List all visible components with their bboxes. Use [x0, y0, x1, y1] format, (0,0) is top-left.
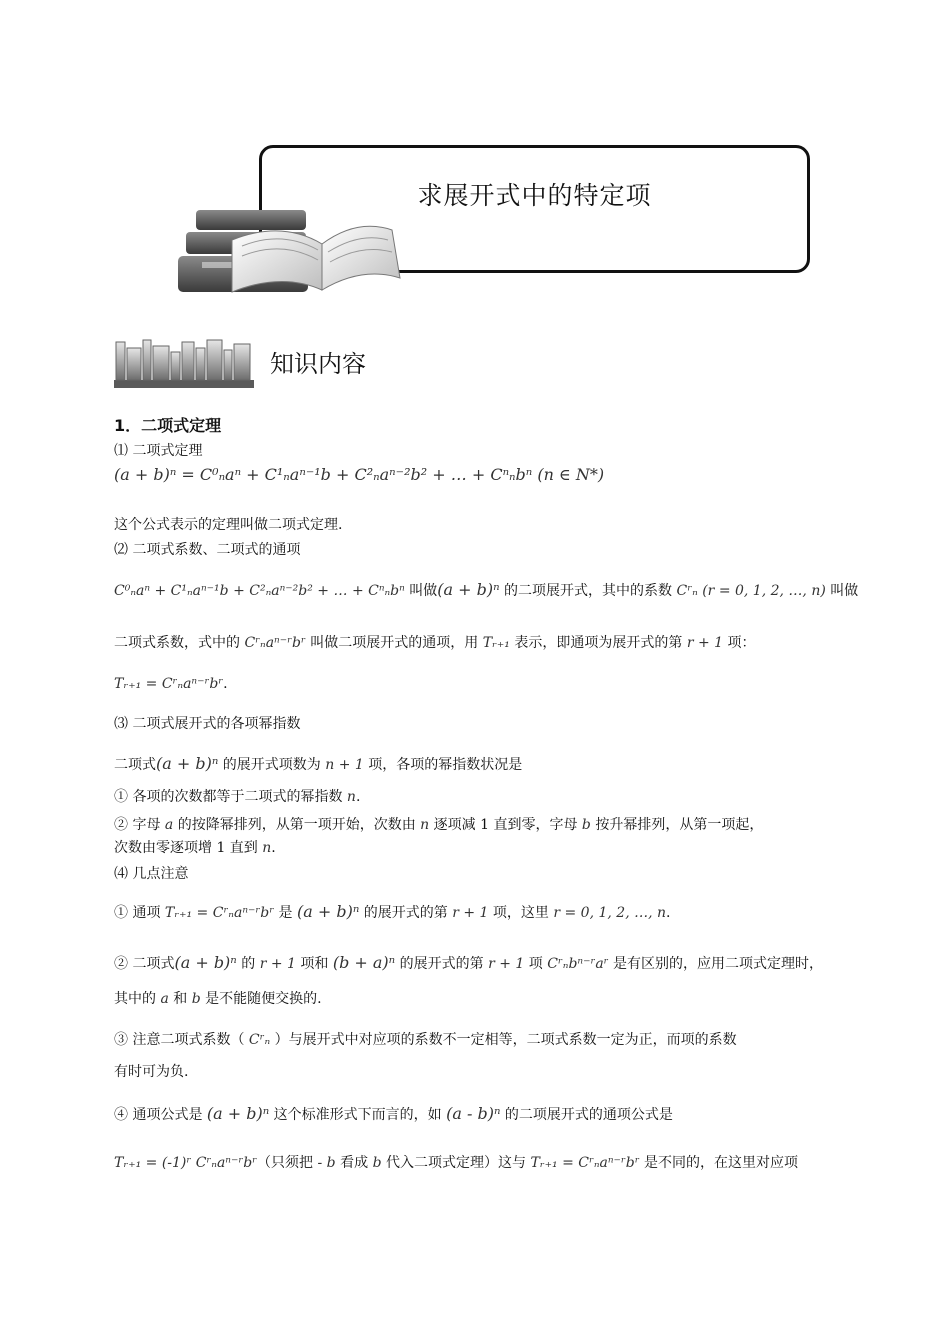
text: 叫做: [825, 583, 859, 599]
text: ② 二项式: [114, 956, 175, 972]
text: 看成: [335, 1155, 373, 1171]
text: 项：: [723, 635, 756, 651]
text: 是: [274, 905, 297, 921]
formula-coefficient: Cʳₙ (r = 0, 1, 2, …, n): [676, 583, 826, 599]
text: .: [355, 789, 361, 805]
formula-a-plus-b: (a + b)ⁿ: [174, 953, 237, 972]
paragraph-4e: 有时可为负.: [114, 1064, 189, 1080]
text: 和: [168, 991, 192, 1007]
formula-n-plus-1: n + 1: [325, 757, 364, 773]
heading-binomial-theorem: 1．二项式定理: [114, 416, 222, 435]
formula-expansion: C⁰ₙaⁿ + C¹ₙaⁿ⁻¹b + C²ₙaⁿ⁻²b² + … + Cⁿₙbⁿ: [114, 583, 405, 599]
text: 这个标准形式下而言的，如: [269, 1107, 447, 1123]
text: （只须把: [257, 1155, 318, 1171]
books-illustration: [172, 200, 407, 300]
paragraph-4d: [114, 1029, 737, 1049]
formula-term: Tᵣ₊₁ = Cʳₙaⁿ⁻ʳbʳ: [114, 676, 224, 692]
text: 的展开式项数为: [218, 757, 326, 773]
text: 是不能随便交换的.: [200, 991, 322, 1007]
text: 其中的: [114, 991, 161, 1007]
formula-a-plus-b: (a + b)ⁿ: [206, 1104, 270, 1123]
paragraph-2c: [114, 676, 228, 692]
subheading-2: ⑵ 二项式系数、二项式的通项: [114, 542, 301, 558]
text: 叫做二项展开式的通项，用: [305, 635, 483, 651]
formula-a: a: [160, 991, 169, 1007]
paragraph-3b: [114, 786, 360, 806]
text: 表示，即通项为展开式的第: [509, 635, 687, 651]
paragraph-3a: [114, 754, 522, 774]
paragraph-3c: [114, 814, 763, 834]
text: .: [223, 676, 228, 692]
binomial-formula: (a + b)ⁿ = C⁰ₙaⁿ + C¹ₙaⁿ⁻¹b + C²ₙaⁿ⁻²b² + … + Cⁿₙbⁿ (n ∈ N*): [114, 465, 605, 484]
subheading-4: ⑷ 几点注意: [114, 866, 189, 882]
text: 的: [236, 956, 260, 972]
formula-r-plus-1: r + 1: [686, 635, 724, 651]
formula-c: Cʳₙ: [248, 1032, 271, 1048]
text: 是有区别的，应用二项式定理时，: [608, 956, 823, 972]
formula-a-plus-b: (a + b)ⁿ: [296, 902, 360, 921]
paragraph-4c: [114, 988, 322, 1008]
paragraph-1: 这个公式表示的定理叫做二项式定理.: [114, 517, 343, 533]
text: .: [666, 905, 671, 921]
text: 次数由零逐项增 1 直到: [114, 840, 263, 856]
text: ① 各项的次数都等于二项式的幂指数: [114, 789, 347, 805]
text: ③ 注意二项式系数（: [114, 1032, 249, 1048]
formula-signed-term: Tᵣ₊₁ = (-1)ʳ Cʳₙaⁿ⁻ʳbʳ: [114, 1155, 258, 1171]
text: 是不同的，在这里对应项: [639, 1155, 799, 1171]
formula-term: Tᵣ₊₁ = Cʳₙaⁿ⁻ʳbʳ: [530, 1155, 640, 1171]
paragraph-4b: [114, 953, 823, 973]
formula-term: Tᵣ₊₁ = Cʳₙaⁿ⁻ʳbʳ: [164, 905, 275, 921]
text: ④ 通项公式是: [114, 1107, 207, 1123]
formula-n: n: [420, 817, 430, 833]
formula-r-plus-1: r + 1: [259, 956, 296, 972]
text: 的二项展开式的通项公式是: [500, 1107, 673, 1123]
paragraph-4a: [114, 902, 670, 922]
formula-swapped-term: Cʳₙbⁿ⁻ʳaʳ: [547, 956, 609, 972]
text: 二项式: [114, 757, 156, 773]
section-title: 知识内容: [270, 350, 366, 378]
text: 的展开式的第: [359, 905, 453, 921]
formula-general-term: Cʳₙaⁿ⁻ʳbʳ: [244, 635, 306, 651]
text: ① 通项: [114, 905, 165, 921]
text: 项: [524, 956, 548, 972]
paragraph-4g: [114, 1152, 798, 1172]
text: 的展开式的第: [395, 956, 489, 972]
paragraph-2b: [114, 632, 756, 652]
books-section-icon: [114, 338, 254, 390]
subheading-1: ⑴ 二项式定理: [114, 443, 203, 459]
formula-b-plus-a: (b + a)ⁿ: [332, 953, 396, 972]
text: 逐项减 1 直到零，字母: [429, 817, 582, 833]
text: .: [271, 840, 276, 856]
formula-a-minus-b: (a - b)ⁿ: [446, 1104, 501, 1123]
formula-b: b: [191, 991, 201, 1007]
text: 二项式系数，式中的: [114, 635, 245, 651]
formula-b: b: [372, 1155, 382, 1171]
text: 的二项展开式，其中的系数: [499, 583, 677, 599]
text: 的按降幂排列，从第一项开始，次数由: [173, 817, 421, 833]
text: ② 字母: [114, 817, 165, 833]
formula-r-plus-1: r + 1: [452, 905, 489, 921]
formula-a-plus-b: (a + b)ⁿ: [156, 754, 219, 773]
formula-minus-b: - b: [317, 1155, 336, 1171]
formula-r-range: r = 0, 1, 2, …, n: [553, 905, 667, 921]
paragraph-2a: [114, 580, 858, 600]
text: ）与展开式中对应项的系数不一定相等，二项式系数一定为正，而项的系数: [270, 1032, 737, 1048]
text: 项，这里: [488, 905, 554, 921]
text: 项，各项的幂指数状况是: [363, 757, 523, 773]
subheading-3: ⑶ 二项式展开式的各项幂指数: [114, 716, 301, 732]
paragraph-3d: [114, 837, 276, 857]
text: 叫做: [404, 583, 438, 599]
formula-r-plus-1: r + 1: [488, 956, 525, 972]
formula-b: b: [581, 817, 591, 833]
paragraph-4f: [114, 1104, 673, 1124]
formula-n: n: [262, 840, 272, 856]
text: 代入二项式定理）这与: [381, 1155, 531, 1171]
text: 按升幂排列，从第一项起，: [590, 817, 764, 833]
text: 项和: [295, 956, 333, 972]
formula-a: a: [164, 817, 174, 833]
formula-t: Tᵣ₊₁: [482, 635, 510, 651]
page-title: 求展开式中的特定项: [417, 181, 652, 210]
formula-n: n: [346, 789, 356, 805]
formula-a-plus-b: (a + b)ⁿ: [437, 580, 500, 599]
